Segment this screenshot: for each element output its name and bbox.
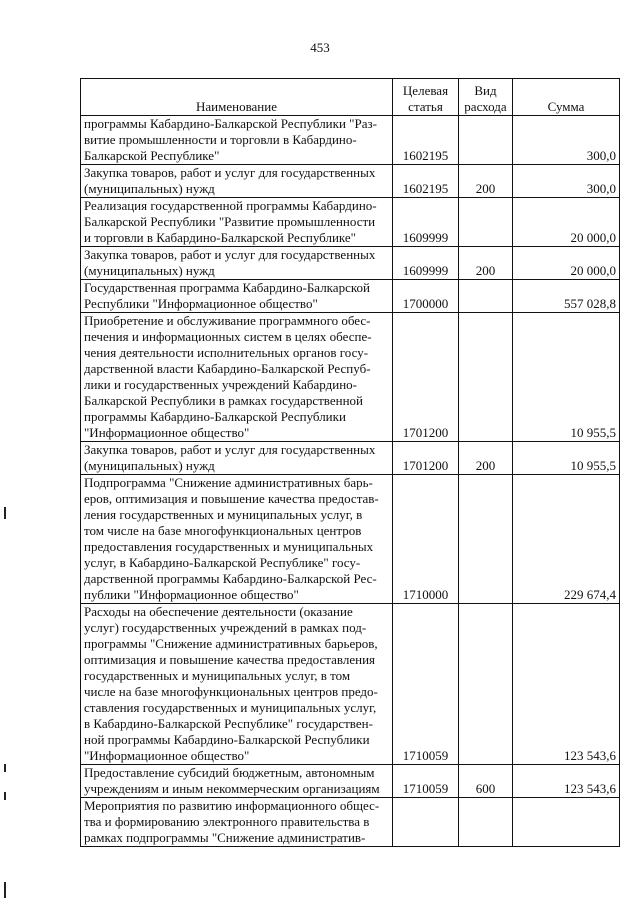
table-row [81, 313, 620, 442]
cell-target-article: 1609999 [393, 247, 459, 280]
cell-name-line: еров, оптимизация и повышение качества предостав- [84, 491, 379, 506]
cell-name-line: Предоставление субсидий бюджетным, автономным [84, 765, 375, 780]
cell-sum: 10 955,5 [513, 442, 620, 475]
table-row [81, 442, 620, 475]
cell-expense-type [459, 313, 513, 442]
cell-name [81, 604, 393, 765]
cell-name-line: печения и информационных систем в целях обеспе- [84, 329, 372, 344]
header-sum: Сумма [513, 79, 620, 116]
cell-sum: 123 543,6 [513, 765, 620, 798]
scan-mark [4, 792, 6, 800]
cell-sum: 229 674,4 [513, 475, 620, 604]
cell-name-line: ной программы Кабардино-Балкарской Республики [84, 732, 370, 747]
cell-sum: 20 000,0 [513, 198, 620, 247]
cell-sum: 10 955,5 [513, 313, 620, 442]
scan-mark [4, 764, 6, 772]
cell-name [81, 280, 393, 313]
cell-expense-type [459, 198, 513, 247]
cell-name-line: ставления государственных и муниципальных услуг, [84, 700, 377, 715]
header-target-line1: Целевая [402, 83, 449, 98]
cell-name-line: публики "Информационное общество" [84, 587, 299, 602]
scan-mark [4, 882, 6, 898]
table-row [81, 475, 620, 604]
cell-name-line: чения деятельности исполнительных органов госу- [84, 345, 369, 360]
cell-name-line: программы Кабардино-Балкарской Республики "Раз- [84, 116, 377, 131]
header-type-line2: расхода [464, 99, 507, 114]
table-row [81, 247, 620, 280]
table-row [81, 765, 620, 798]
cell-name-line: услуг, в Кабардино-Балкарской Республике" госу- [84, 555, 361, 570]
cell-name-line: программы "Снижение административных барьеров, [84, 636, 378, 651]
cell-name-line: "Информационное общество" [84, 748, 250, 763]
cell-name-line: услуг) государственных учреждений в рамках под- [84, 620, 367, 635]
cell-name-line: ления государственных и муниципальных услуг, в [84, 507, 363, 522]
cell-name-line: Подпрограмма "Снижение административных барь- [84, 475, 373, 490]
cell-name-line: том числе на базе многофункциональных центров [84, 523, 362, 538]
cell-name-line: рамках подпрограммы "Снижение административ- [84, 830, 366, 845]
cell-name-line: (муниципальных) нужд [84, 458, 215, 473]
cell-target-article: 1609999 [393, 198, 459, 247]
cell-name-line: государственных и муниципальных услуг, в том [84, 668, 351, 683]
header-expense-type [459, 79, 513, 116]
table-row [81, 116, 620, 165]
cell-name-line: лики и государственных учреждений Кабардино- [84, 377, 357, 392]
cell-name-line: учреждениям и иным некоммерческим организациям [84, 781, 380, 796]
cell-target-article: 1710059 [393, 604, 459, 765]
cell-expense-type: 200 [459, 247, 513, 280]
cell-expense-type [459, 280, 513, 313]
cell-name-line: Приобретение и обслуживание программного обес- [84, 313, 371, 328]
cell-name [81, 798, 393, 847]
page-number: 453 [310, 40, 330, 55]
cell-name-line: дарственной программы Кабардино-Балкарской Рес- [84, 571, 377, 586]
cell-name-line: Республики "Информационное общество" [84, 296, 318, 311]
cell-name-line: числе на базе многофункциональных центров предо- [84, 684, 378, 699]
cell-target-article: 1710000 [393, 475, 459, 604]
cell-expense-type: 600 [459, 765, 513, 798]
cell-name-line: Балкарской Республики в рамках государственной [84, 393, 363, 408]
cell-name [81, 247, 393, 280]
cell-name-line: предоставления государственных и муниципальных [84, 539, 374, 554]
cell-name [81, 198, 393, 247]
table-row [81, 798, 620, 847]
table-body [81, 116, 620, 847]
table-header-row [81, 79, 620, 116]
cell-sum: 123 543,6 [513, 604, 620, 765]
cell-name-line: Закупка товаров, работ и услуг для государственных [84, 165, 376, 180]
cell-sum: 20 000,0 [513, 247, 620, 280]
cell-name-line: "Информационное общество" [84, 425, 250, 440]
cell-name [81, 765, 393, 798]
header-target-article [393, 79, 459, 116]
cell-name-line: и торговли в Кабардино-Балкарской Республике" [84, 230, 356, 245]
cell-name-line: Балкарской Республике" [84, 148, 220, 163]
cell-expense-type [459, 475, 513, 604]
cell-expense-type [459, 798, 513, 847]
cell-sum: 300,0 [513, 116, 620, 165]
cell-target-article: 1700000 [393, 280, 459, 313]
cell-name-line: Закупка товаров, работ и услуг для государственных [84, 442, 376, 457]
cell-target-article [393, 798, 459, 847]
scan-mark [4, 507, 6, 519]
cell-expense-type [459, 116, 513, 165]
cell-name-line: Государственная программа Кабардино-Балкарской [84, 280, 370, 295]
table-row [81, 280, 620, 313]
cell-sum: 300,0 [513, 165, 620, 198]
cell-name-line: в Кабардино-Балкарской Республике" государствен- [84, 716, 373, 731]
table-row [81, 165, 620, 198]
cell-name-line: Балкарской Республики "Развитие промышленности [84, 214, 376, 229]
cell-name-line: программы Кабардино-Балкарской Республики [84, 409, 346, 424]
cell-expense-type: 200 [459, 165, 513, 198]
cell-sum [513, 798, 620, 847]
cell-name-line: витие промышленности и торговли в Кабардино- [84, 132, 357, 147]
header-target-line2: статья [408, 99, 443, 114]
cell-name-line: Мероприятия по развитию информационного общес- [84, 798, 380, 813]
cell-name [81, 313, 393, 442]
cell-sum: 557 028,8 [513, 280, 620, 313]
header-name: Наименование [81, 79, 393, 116]
cell-name-line: оптимизация и повышение качества предоставления [84, 652, 376, 667]
cell-name-line: Расходы на обеспечение деятельности (оказание [84, 604, 353, 619]
table-row [81, 604, 620, 765]
cell-name-line: дарственной власти Кабардино-Балкарской Респуб- [84, 361, 371, 376]
cell-name-line: (муниципальных) нужд [84, 263, 215, 278]
cell-name [81, 475, 393, 604]
cell-name-line: Реализация государственной программы Кабардино- [84, 198, 377, 213]
cell-target-article: 1701200 [393, 442, 459, 475]
cell-target-article: 1602195 [393, 165, 459, 198]
cell-name [81, 165, 393, 198]
cell-target-article: 1710059 [393, 765, 459, 798]
cell-expense-type: 200 [459, 442, 513, 475]
cell-expense-type [459, 604, 513, 765]
budget-table [80, 78, 620, 847]
cell-name-line: тва и формированию электронного правительства в [84, 814, 370, 829]
cell-name-line: (муниципальных) нужд [84, 181, 215, 196]
cell-name [81, 116, 393, 165]
cell-name-line: Закупка товаров, работ и услуг для государственных [84, 247, 376, 262]
header-type-line1: Вид [474, 83, 497, 98]
cell-target-article: 1701200 [393, 313, 459, 442]
cell-target-article: 1602195 [393, 116, 459, 165]
table-row [81, 198, 620, 247]
cell-name [81, 442, 393, 475]
